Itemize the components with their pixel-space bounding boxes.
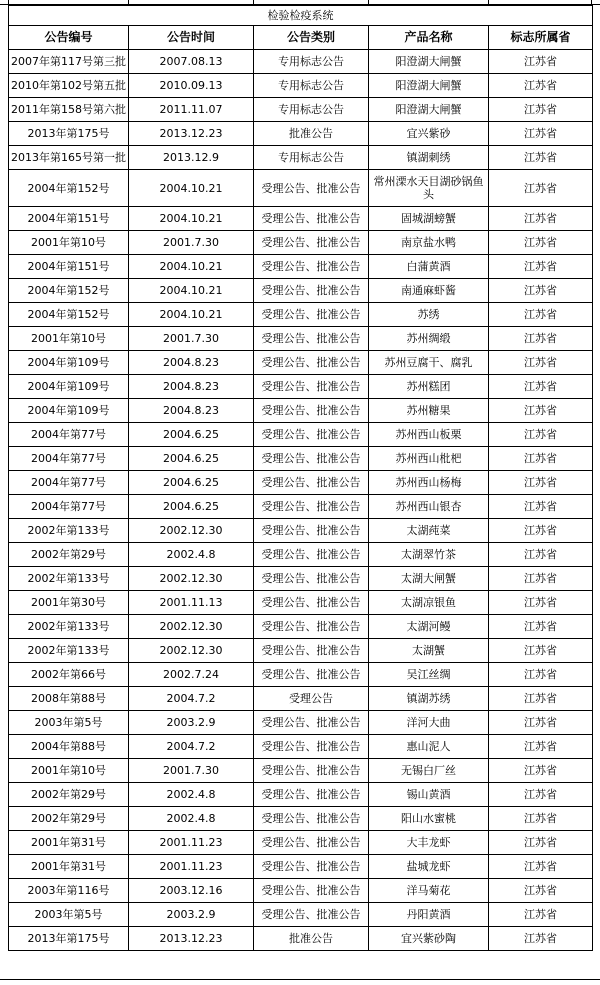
cell-province: 江苏省 xyxy=(489,122,593,146)
cell-product-name: 太湖河鳗 xyxy=(369,615,489,639)
cell-notice-type: 受理公告、批准公告 xyxy=(254,303,369,327)
cell-notice-type: 受理公告、批准公告 xyxy=(254,903,369,927)
cell-notice-type: 受理公告、批准公告 xyxy=(254,615,369,639)
cell-notice-date: 2004.10.21 xyxy=(129,303,254,327)
cell-notice-date: 2010.09.13 xyxy=(129,74,254,98)
cell-notice-date: 2004.8.23 xyxy=(129,399,254,423)
cell-notice-number: 2001年第10号 xyxy=(9,759,129,783)
cell-province: 江苏省 xyxy=(489,687,593,711)
cell-notice-date: 2004.10.21 xyxy=(129,207,254,231)
cell-notice-number: 2013年第175号 xyxy=(9,927,129,951)
cell-notice-date: 2002.12.30 xyxy=(129,567,254,591)
cell-notice-type: 受理公告、批准公告 xyxy=(254,591,369,615)
cell-notice-type: 受理公告、批准公告 xyxy=(254,375,369,399)
cell-province: 江苏省 xyxy=(489,279,593,303)
cell-notice-date: 2004.7.2 xyxy=(129,687,254,711)
cell-notice-type: 受理公告、批准公告 xyxy=(254,351,369,375)
cell-product-name: 阳澄湖大闸蟹 xyxy=(369,98,489,122)
table-row xyxy=(9,255,593,279)
cell-product-name: 大丰龙虾 xyxy=(369,831,489,855)
cell-notice-number: 2004年第152号 xyxy=(9,303,129,327)
table-row xyxy=(9,327,593,351)
cell-notice-date: 2002.12.30 xyxy=(129,519,254,543)
cell-notice-number: 2004年第77号 xyxy=(9,447,129,471)
cell-notice-type: 受理公告、批准公告 xyxy=(254,879,369,903)
header-product-name: 产品名称 xyxy=(369,26,489,50)
cell-notice-number: 2001年第31号 xyxy=(9,831,129,855)
cell-notice-type: 专用标志公告 xyxy=(254,98,369,122)
bottom-divider xyxy=(0,979,600,980)
cell-province: 江苏省 xyxy=(489,879,593,903)
header-province: 标志所属省 xyxy=(489,26,593,50)
cell-province: 江苏省 xyxy=(489,50,593,74)
cell-notice-number: 2004年第152号 xyxy=(9,170,129,207)
cell-product-name: 镇湖刺绣 xyxy=(369,146,489,170)
cell-notice-number: 2001年第10号 xyxy=(9,231,129,255)
table-row xyxy=(9,639,593,663)
cell-product-name: 白蒲黄酒 xyxy=(369,255,489,279)
table-row xyxy=(9,74,593,98)
cell-notice-date: 2003.2.9 xyxy=(129,903,254,927)
cell-notice-number: 2001年第30号 xyxy=(9,591,129,615)
table-row xyxy=(9,399,593,423)
cell-province: 江苏省 xyxy=(489,543,593,567)
cell-notice-type: 专用标志公告 xyxy=(254,50,369,74)
cell-notice-date: 2002.4.8 xyxy=(129,783,254,807)
cell-notice-type: 受理公告、批准公告 xyxy=(254,495,369,519)
cell-notice-number: 2008年第88号 xyxy=(9,687,129,711)
table-row xyxy=(9,231,593,255)
cell-province: 江苏省 xyxy=(489,759,593,783)
cell-product-name: 阳澄湖大闸蟹 xyxy=(369,74,489,98)
table-row xyxy=(9,122,593,146)
cell-notice-date: 2001.11.23 xyxy=(129,831,254,855)
cell-product-name: 宜兴紫砂陶 xyxy=(369,927,489,951)
cell-notice-type: 受理公告、批准公告 xyxy=(254,807,369,831)
cell-province: 江苏省 xyxy=(489,327,593,351)
cell-notice-date: 2002.4.8 xyxy=(129,807,254,831)
cell-notice-number: 2003年第5号 xyxy=(9,711,129,735)
cell-notice-date: 2004.10.21 xyxy=(129,170,254,207)
cell-notice-number: 2002年第29号 xyxy=(9,543,129,567)
cell-notice-date: 2011.11.07 xyxy=(129,98,254,122)
cell-notice-number: 2004年第77号 xyxy=(9,495,129,519)
cell-notice-type: 受理公告、批准公告 xyxy=(254,231,369,255)
cell-province: 江苏省 xyxy=(489,519,593,543)
cell-notice-number: 2002年第29号 xyxy=(9,807,129,831)
cell-notice-number: 2003年第5号 xyxy=(9,903,129,927)
cell-province: 江苏省 xyxy=(489,447,593,471)
table-row xyxy=(9,519,593,543)
cell-province: 江苏省 xyxy=(489,423,593,447)
table-row xyxy=(9,471,593,495)
cell-notice-date: 2001.11.13 xyxy=(129,591,254,615)
cell-notice-number: 2004年第151号 xyxy=(9,207,129,231)
cell-notice-date: 2002.12.30 xyxy=(129,639,254,663)
cell-province: 江苏省 xyxy=(489,207,593,231)
cell-province: 江苏省 xyxy=(489,591,593,615)
cell-product-name: 丹阳黄酒 xyxy=(369,903,489,927)
table-row xyxy=(9,879,593,903)
header-notice-date: 公告时间 xyxy=(129,26,254,50)
table-title-row xyxy=(9,6,593,26)
cell-product-name: 苏州西山银杏 xyxy=(369,495,489,519)
cell-province: 江苏省 xyxy=(489,567,593,591)
table-row xyxy=(9,567,593,591)
cell-product-name: 南通麻虾酱 xyxy=(369,279,489,303)
cell-product-name: 苏州西山杨梅 xyxy=(369,471,489,495)
cell-notice-number: 2002年第133号 xyxy=(9,639,129,663)
table-row xyxy=(9,903,593,927)
table-title: 检验检疫系统 xyxy=(9,6,593,26)
cell-notice-number: 2004年第109号 xyxy=(9,351,129,375)
table-row xyxy=(9,855,593,879)
cell-notice-date: 2013.12.23 xyxy=(129,927,254,951)
cell-notice-type: 受理公告、批准公告 xyxy=(254,170,369,207)
table-row xyxy=(9,807,593,831)
cell-notice-type: 受理公告、批准公告 xyxy=(254,567,369,591)
cell-notice-type: 专用标志公告 xyxy=(254,74,369,98)
cell-product-name: 无锡白厂丝 xyxy=(369,759,489,783)
cell-notice-date: 2004.6.25 xyxy=(129,447,254,471)
cell-notice-type: 受理公告、批准公告 xyxy=(254,447,369,471)
table-row xyxy=(9,615,593,639)
cell-notice-number: 2004年第151号 xyxy=(9,255,129,279)
cell-product-name: 苏绣 xyxy=(369,303,489,327)
cell-notice-type: 批准公告 xyxy=(254,122,369,146)
cell-province: 江苏省 xyxy=(489,903,593,927)
cell-province: 江苏省 xyxy=(489,351,593,375)
cell-notice-type: 批准公告 xyxy=(254,927,369,951)
cell-province: 江苏省 xyxy=(489,146,593,170)
cell-notice-date: 2001.7.30 xyxy=(129,759,254,783)
cell-notice-number: 2004年第77号 xyxy=(9,471,129,495)
table-body xyxy=(9,50,593,951)
inspection-table xyxy=(8,5,593,951)
table-row xyxy=(9,146,593,170)
table-row xyxy=(9,759,593,783)
cell-notice-type: 受理公告、批准公告 xyxy=(254,663,369,687)
cell-province: 江苏省 xyxy=(489,639,593,663)
table-row xyxy=(9,663,593,687)
cell-notice-number: 2004年第109号 xyxy=(9,399,129,423)
cell-notice-date: 2004.8.23 xyxy=(129,351,254,375)
cell-notice-number: 2002年第66号 xyxy=(9,663,129,687)
table-row xyxy=(9,735,593,759)
cell-notice-date: 2001.7.30 xyxy=(129,231,254,255)
cell-notice-date: 2004.6.25 xyxy=(129,423,254,447)
cell-notice-date: 2001.11.23 xyxy=(129,855,254,879)
cell-province: 江苏省 xyxy=(489,927,593,951)
cell-notice-type: 受理公告、批准公告 xyxy=(254,207,369,231)
cell-notice-number: 2004年第152号 xyxy=(9,279,129,303)
cell-product-name: 太湖莼菜 xyxy=(369,519,489,543)
cell-notice-type: 受理公告、批准公告 xyxy=(254,399,369,423)
table-row xyxy=(9,783,593,807)
table-header-row xyxy=(9,26,593,50)
cell-province: 江苏省 xyxy=(489,231,593,255)
cell-notice-date: 2013.12.9 xyxy=(129,146,254,170)
cell-product-name: 苏州西山枇杷 xyxy=(369,447,489,471)
cell-product-name: 洋河大曲 xyxy=(369,711,489,735)
cell-notice-date: 2002.4.8 xyxy=(129,543,254,567)
cell-notice-number: 2001年第10号 xyxy=(9,327,129,351)
header-notice-number: 公告编号 xyxy=(9,26,129,50)
cell-province: 江苏省 xyxy=(489,783,593,807)
cell-product-name: 苏州糖果 xyxy=(369,399,489,423)
cell-product-name: 宜兴紫砂 xyxy=(369,122,489,146)
cell-notice-type: 受理公告、批准公告 xyxy=(254,423,369,447)
table-row xyxy=(9,98,593,122)
cell-province: 江苏省 xyxy=(489,375,593,399)
table-row xyxy=(9,687,593,711)
cell-notice-number: 2003年第116号 xyxy=(9,879,129,903)
cell-notice-date: 2013.12.23 xyxy=(129,122,254,146)
table-row xyxy=(9,423,593,447)
cell-notice-date: 2002.7.24 xyxy=(129,663,254,687)
table-row xyxy=(9,927,593,951)
cell-notice-date: 2004.6.25 xyxy=(129,495,254,519)
cell-notice-type: 受理公告、批准公告 xyxy=(254,327,369,351)
cell-province: 江苏省 xyxy=(489,74,593,98)
cell-product-name: 太湖凉银鱼 xyxy=(369,591,489,615)
cell-notice-number: 2001年第31号 xyxy=(9,855,129,879)
cell-notice-type: 受理公告、批准公告 xyxy=(254,711,369,735)
cell-product-name: 固城湖螃蟹 xyxy=(369,207,489,231)
cell-province: 江苏省 xyxy=(489,735,593,759)
cell-notice-type: 受理公告、批准公告 xyxy=(254,759,369,783)
table-row xyxy=(9,711,593,735)
cell-notice-date: 2007.08.13 xyxy=(129,50,254,74)
cell-notice-type: 受理公告、批准公告 xyxy=(254,543,369,567)
cell-product-name: 镇湖苏绣 xyxy=(369,687,489,711)
cell-product-name: 锡山黄酒 xyxy=(369,783,489,807)
cell-notice-number: 2010年第102号第五批 xyxy=(9,74,129,98)
cell-province: 江苏省 xyxy=(489,855,593,879)
cell-notice-number: 2004年第77号 xyxy=(9,423,129,447)
cell-product-name: 太湖大闸蟹 xyxy=(369,567,489,591)
table-row xyxy=(9,447,593,471)
cell-notice-type: 受理公告、批准公告 xyxy=(254,279,369,303)
table-row xyxy=(9,831,593,855)
cell-notice-date: 2004.8.23 xyxy=(129,375,254,399)
table-row xyxy=(9,170,593,207)
cell-product-name: 惠山泥人 xyxy=(369,735,489,759)
cell-notice-number: 2002年第133号 xyxy=(9,567,129,591)
table-row xyxy=(9,591,593,615)
cell-product-name: 阳澄湖大闸蟹 xyxy=(369,50,489,74)
cell-notice-type: 受理公告、批准公告 xyxy=(254,639,369,663)
cell-province: 江苏省 xyxy=(489,711,593,735)
cell-product-name: 吴江丝绸 xyxy=(369,663,489,687)
cell-notice-type: 受理公告、批准公告 xyxy=(254,519,369,543)
cell-notice-date: 2003.2.9 xyxy=(129,711,254,735)
cell-notice-type: 受理公告、批准公告 xyxy=(254,855,369,879)
table-row xyxy=(9,495,593,519)
cell-notice-date: 2004.10.21 xyxy=(129,279,254,303)
cell-province: 江苏省 xyxy=(489,495,593,519)
cell-product-name: 洋马菊花 xyxy=(369,879,489,903)
cell-province: 江苏省 xyxy=(489,399,593,423)
table-row xyxy=(9,375,593,399)
table-row xyxy=(9,351,593,375)
table-row xyxy=(9,303,593,327)
cell-notice-type: 受理公告、批准公告 xyxy=(254,735,369,759)
cell-notice-date: 2002.12.30 xyxy=(129,615,254,639)
cell-notice-number: 2013年第175号 xyxy=(9,122,129,146)
cell-notice-date: 2004.7.2 xyxy=(129,735,254,759)
cell-notice-number: 2011年第158号第六批 xyxy=(9,98,129,122)
cell-product-name: 苏州糕团 xyxy=(369,375,489,399)
cell-notice-date: 2004.10.21 xyxy=(129,255,254,279)
cell-notice-number: 2002年第133号 xyxy=(9,615,129,639)
cell-notice-date: 2004.6.25 xyxy=(129,471,254,495)
cell-notice-number: 2002年第29号 xyxy=(9,783,129,807)
cell-province: 江苏省 xyxy=(489,170,593,207)
cell-province: 江苏省 xyxy=(489,831,593,855)
header-notice-type: 公告类别 xyxy=(254,26,369,50)
cell-product-name: 太湖翠竹茶 xyxy=(369,543,489,567)
table-row xyxy=(9,50,593,74)
cell-product-name: 南京盐水鸭 xyxy=(369,231,489,255)
cell-notice-number: 2004年第109号 xyxy=(9,375,129,399)
cell-product-name: 常州溧水天目湖砂锅鱼头 xyxy=(369,170,489,207)
cell-notice-type: 受理公告、批准公告 xyxy=(254,255,369,279)
cell-notice-date: 2001.7.30 xyxy=(129,327,254,351)
cell-notice-number: 2013年第165号第一批 xyxy=(9,146,129,170)
cell-province: 江苏省 xyxy=(489,471,593,495)
cell-province: 江苏省 xyxy=(489,255,593,279)
cell-province: 江苏省 xyxy=(489,615,593,639)
cell-notice-number: 2004年第88号 xyxy=(9,735,129,759)
cell-province: 江苏省 xyxy=(489,663,593,687)
cell-product-name: 苏州豆腐干、腐乳 xyxy=(369,351,489,375)
cell-notice-type: 受理公告、批准公告 xyxy=(254,471,369,495)
cell-province: 江苏省 xyxy=(489,98,593,122)
cell-notice-date: 2003.12.16 xyxy=(129,879,254,903)
cell-province: 江苏省 xyxy=(489,303,593,327)
cell-product-name: 苏州绸缎 xyxy=(369,327,489,351)
cell-product-name: 太湖蟹 xyxy=(369,639,489,663)
cell-notice-number: 2002年第133号 xyxy=(9,519,129,543)
cell-product-name: 盐城龙虾 xyxy=(369,855,489,879)
cell-notice-type: 专用标志公告 xyxy=(254,146,369,170)
cell-notice-type: 受理公告、批准公告 xyxy=(254,831,369,855)
table-row xyxy=(9,279,593,303)
cell-notice-type: 受理公告 xyxy=(254,687,369,711)
cell-province: 江苏省 xyxy=(489,807,593,831)
cell-product-name: 阳山水蜜桃 xyxy=(369,807,489,831)
cell-notice-type: 受理公告、批准公告 xyxy=(254,783,369,807)
table-row xyxy=(9,207,593,231)
table-row xyxy=(9,543,593,567)
cell-product-name: 苏州西山板栗 xyxy=(369,423,489,447)
cell-notice-number: 2007年第117号第三批 xyxy=(9,50,129,74)
